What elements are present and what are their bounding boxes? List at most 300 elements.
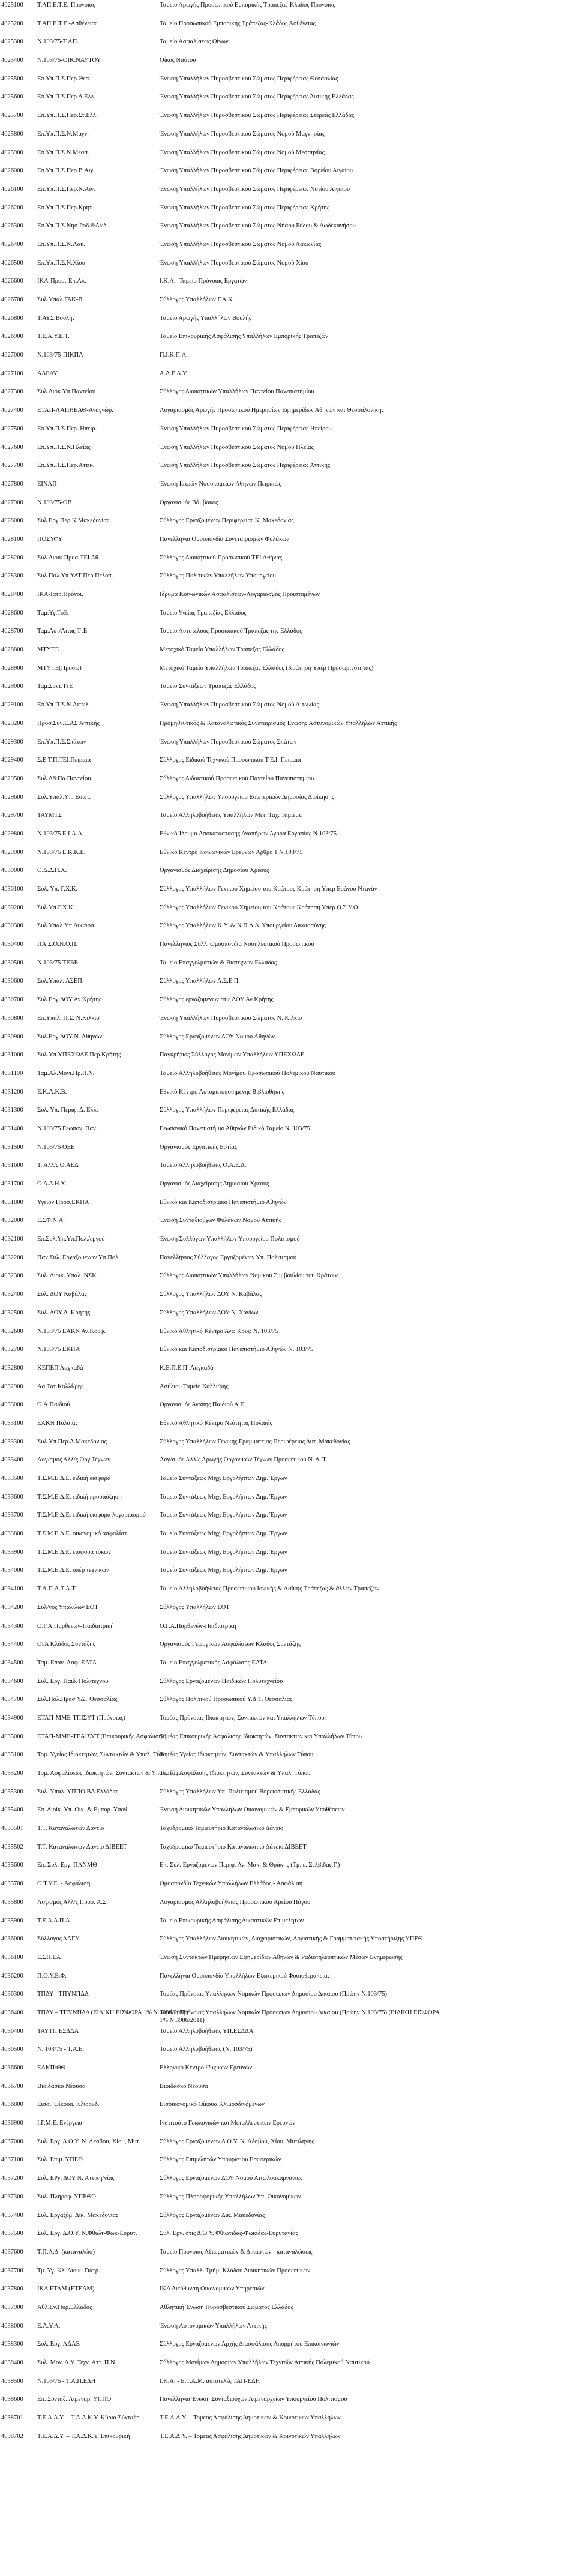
fund-row bbox=[0, 904, 576, 922]
fund-code: 4035600 bbox=[1, 1862, 23, 1869]
fund-row bbox=[0, 646, 576, 664]
fund-name: Ένωση Συλλόγων Υπαλλήλων Υπουργείου Πολιτισμού bbox=[160, 1236, 300, 1243]
fund-row bbox=[0, 1383, 576, 1401]
fund-code: 4029800 bbox=[1, 830, 23, 837]
fund-row bbox=[0, 572, 576, 591]
fund-row bbox=[0, 1585, 576, 1604]
fund-abbreviation: Συλ. Εργ. Δ.Ο.Υ. Ν. Λέσβου, Χίου, Μυτ. bbox=[37, 2138, 141, 2145]
fund-code: 4028400 bbox=[1, 591, 23, 598]
fund-name: Σύλλογος Επιμελητών Υπουργείου Εσωτερικών bbox=[160, 2156, 281, 2164]
fund-name: Ταμείο Συντάξεως Μηχ. Εργολήπτων Δημ. Έργων bbox=[160, 1548, 287, 1556]
fund-code: 4025500 bbox=[1, 75, 23, 82]
fund-code: 4026800 bbox=[1, 314, 23, 322]
fund-code: 4033500 bbox=[1, 1475, 23, 1482]
fund-abbreviation: Συλ.Πολ.Προσ.ΥΔΤ Θεσσαλίας bbox=[37, 1696, 118, 1703]
fund-code: 4026100 bbox=[1, 185, 23, 193]
fund-name: Τομέας Πρόνοιας Υπαλλήλων Νομικών Προσώπων Δημοσίου Δικαίου (Πρώην Ν.103/75) bbox=[160, 1991, 388, 1998]
fund-code: 4032700 bbox=[1, 1346, 23, 1353]
fund-name: Ένωση Υπαλλήλων Πυροσβεστικού Σώματος Περιφέρειας Βορείου Αιγαίου bbox=[160, 167, 353, 175]
fund-name: Ένωση Συντακτών Ημερησίων Εφημερίδων Αθηνών & Ραδιοτηλεοπτικών Μέσων Ενημέρωσης bbox=[160, 1954, 403, 1961]
fund-row bbox=[0, 1548, 576, 1567]
fund-name: Ένωση Διοικητικών Υπαλλήλων Οικονομικών & Εμπορικών Υποθέσεων bbox=[160, 1807, 345, 1814]
fund-code: 4031700 bbox=[1, 1181, 23, 1187]
fund-name: Σύλλογος Διοικητικών Υπαλλήλων Νομικού Συμβουλίου του Κράτους bbox=[160, 1272, 339, 1280]
fund-name: Προμηθευτικός & Καταναλωτικός Συνεταιρισμός Ένωσης Αστυνομικών Υπαλλήλων Αττικής bbox=[160, 720, 397, 727]
fund-name: Ένωση Υπαλλήλων Πυροσβεστικού Σώματος Περιφέρειας Στερεάς Ελλάδας bbox=[160, 112, 355, 119]
fund-name: Ταμείο Συντάξεως Μηχ. Εργολήπτων Δημ. Έργων bbox=[160, 1530, 287, 1538]
fund-row bbox=[0, 1125, 576, 1143]
fund-code: 4029000 bbox=[1, 683, 23, 690]
fund-code: 4038701 bbox=[1, 2415, 23, 2422]
fund-abbreviation: Επ.Υπ.Π.Σ.Ν.Ηλείας bbox=[37, 444, 91, 451]
fund-code: 4037300 bbox=[1, 2193, 23, 2200]
fund-row bbox=[0, 996, 576, 1014]
fund-name: Οργανισμός Διαχείρισης Δημοσίου Χρέους bbox=[160, 867, 269, 874]
fund-code: 4033300 bbox=[1, 1438, 23, 1445]
fund-code: 4036900 bbox=[1, 2120, 23, 2127]
fund-code: 4035400 bbox=[1, 1807, 23, 1814]
fund-code: 4032300 bbox=[1, 1272, 23, 1280]
fund-name: Ένωση Υπαλλήλων Πυροσβεστικού Σώματος Νομού Μαγνησίας bbox=[160, 130, 325, 137]
fund-row bbox=[0, 130, 576, 149]
fund-name: Μετοχικό Ταμείο Υπαλλήλων Τράπεζας Ελλάδος bbox=[160, 646, 284, 654]
fund-abbreviation: ΑΔΕΔΥ bbox=[37, 370, 58, 377]
fund-code: 4025900 bbox=[1, 149, 23, 156]
fund-row bbox=[0, 1714, 576, 1733]
fund-code: 4034400 bbox=[1, 1641, 23, 1648]
fund-name: Ταμείο Επικουρικής Ασφάλισης Δικαστικών Επιμελητών bbox=[160, 1917, 304, 1924]
fund-name: Σύλλογος Διοικητικών Υπαλλήλων Παντείου Πανεπιστημίου bbox=[160, 388, 314, 396]
fund-abbreviation: Ταμ. Επαγ. Ασφ. ΕΑΤΑ bbox=[37, 1659, 97, 1666]
fund-code: 4037500 bbox=[1, 2230, 23, 2237]
fund-code: 4034700 bbox=[1, 1696, 23, 1703]
fund-abbreviation: Συλ. Εργαζόμ. Δικ. Μακεδονίας bbox=[37, 2212, 119, 2219]
fund-abbreviation: Συλ. Εργ. Παιδ. Πολ/τεχνου bbox=[37, 1678, 109, 1685]
fund-abbreviation: ΙΚΑ ΕΤΑΜ (ΕΤΕΑΜ) bbox=[37, 2286, 95, 2293]
fund-name: Τομέας Πρόνοιας Υπαλλήλων Νομικών Προσώπων Δημοσίου Δικαίου (Πρώην Ν.103/75) (ΕΙΔΙΚΗ ΕΙΣΦΟΡΑ 1% Ν.3986/2011) bbox=[160, 2009, 440, 2024]
fund-abbreviation: Συλ.Εργ.ΔΟΥ Αν.Κρήτης bbox=[37, 996, 102, 1004]
fund-row bbox=[0, 1696, 576, 1714]
fund-name: Σύλλογος Διδακτικού Προσωπικού Παντείου Πανεπιστημίου bbox=[160, 775, 314, 782]
fund-code: 4028000 bbox=[1, 517, 23, 525]
fund-code: 4036800 bbox=[1, 2101, 23, 2108]
fund-code: 4029900 bbox=[1, 849, 23, 856]
fund-code: 4037200 bbox=[1, 2175, 23, 2182]
fund-abbreviation: Συλ. Εργ. ΑΔΑΕ bbox=[37, 2341, 80, 2348]
fund-abbreviation: Παν.Συλ. Εργαζομένων Υπ.Πολ. bbox=[37, 1254, 120, 1261]
fund-abbreviation: Ν.103/75-ΟΙΚ.ΝΑΥΤΟΥ bbox=[37, 57, 101, 64]
fund-abbreviation: Σύλ/γος Υπαλ/λων ΕΟΤ bbox=[37, 1604, 98, 1611]
fund-name: Ταμείο Προσωπικού Εμπορικής Τράπεζας-Κλάδος Ασθένειας bbox=[160, 20, 316, 27]
fund-code: 4027700 bbox=[1, 462, 23, 469]
fund-row bbox=[0, 1990, 576, 2009]
fund-name: Σύλλογος Υπαλλήλων Υπ. Πολιτισμού Βορειοδυτικής Ελλάδας bbox=[160, 1788, 320, 1795]
fund-name: Εθνικό και Καποδιστριακό Πανεπιστήμιο Αθηνών Ν. 103/75 bbox=[160, 1346, 314, 1353]
fund-row bbox=[0, 2322, 576, 2341]
fund-row bbox=[0, 1070, 576, 1088]
fund-abbreviation: Τ.Α.Π.Α.Τ.Α.Τ. bbox=[37, 1586, 77, 1593]
fund-name: Επ. Συλ. Εργαζομένων Περιφ. Αν. Μακ. & Θράκης (Τμ. ε. Σελβίδας Γ.) bbox=[160, 1862, 340, 1869]
fund-code: 4031000 bbox=[1, 1052, 23, 1059]
fund-abbreviation: Π.Ο.Υ.Ε.Φ. bbox=[37, 1972, 67, 1979]
fund-abbreviation: Επ.Υπ.Π.Σ.Περ.Στ.Ελλ. bbox=[37, 112, 98, 119]
fund-row bbox=[0, 1309, 576, 1328]
fund-code: 4032500 bbox=[1, 1309, 23, 1316]
fund-row bbox=[0, 1622, 576, 1641]
fund-name: Ταμείο Αλληλοβοήθειας ΥΠ.ΕΣΔΔΑ bbox=[160, 2027, 254, 2035]
fund-code: 4030100 bbox=[1, 886, 23, 892]
fund-name: Ταμείο Συντάξεως Μηχ. Εργολήπτων Δημ. Έργων bbox=[160, 1512, 287, 1519]
fund-name: Πανκρήτιος Σύλλογος Μονίμων Υπαλλήλων ΥΠΕΧΩΔΕ bbox=[160, 1052, 305, 1059]
fund-code: 4036200 bbox=[1, 1972, 23, 1979]
fund-row bbox=[0, 2304, 576, 2322]
fund-row bbox=[0, 2156, 576, 2174]
fund-name: Εισοικονομικό Οίκουα Κλιμοσδινόμενων bbox=[160, 2101, 265, 2108]
fund-row bbox=[0, 2230, 576, 2248]
fund-abbreviation: Ν.103/75 Ε.Κ.Κ.Ε. bbox=[37, 849, 86, 856]
fund-name: Ταμείο Αλληλοβοήθειας Υπαλλήλων Μετ. Ταχ. Ταμιευτ. bbox=[160, 812, 303, 819]
fund-code: 4025200 bbox=[1, 20, 23, 27]
fund-code: 4036000 bbox=[1, 1936, 23, 1943]
fund-name: Ταμείο Υγείας Τραπεζίας Ελλάδος bbox=[160, 609, 247, 616]
fund-code: 4030300 bbox=[1, 922, 23, 930]
fund-row bbox=[0, 940, 576, 959]
fund-row bbox=[0, 609, 576, 628]
fund-code: 4034500 bbox=[1, 1659, 23, 1666]
fund-abbreviation: Επ.Υπ.Π.Σ.Περ.Αττικ. bbox=[37, 462, 95, 469]
fund-row bbox=[0, 2285, 576, 2304]
fund-name: Τ.Ε.Α.Δ.Υ. – Τομέας Ασφάλισης Δημοτικών & Κοινοτικών Υπαλλήλων bbox=[160, 2415, 341, 2422]
fund-code: 4033600 bbox=[1, 1493, 23, 1500]
fund-row bbox=[0, 591, 576, 609]
fund-name: Σύλλογος Υπαλλήλων Γενικού Χημείου του Κράτους Κράτηση Υπέρ Ο.Σ.Υ.Ο. bbox=[160, 904, 360, 911]
fund-name: Ταμείο Συντάξεως Μηχ. Εργολήπτων Δημ. Έργων bbox=[160, 1475, 287, 1482]
fund-name: Μετοχικό Ταμείο Υπαλλήλων Τράπεζας Ελλάδος (Κράτηση Υπέρ Προσωρινότητας) bbox=[160, 664, 374, 672]
fund-row bbox=[0, 922, 576, 940]
fund-row bbox=[0, 370, 576, 388]
fund-abbreviation: Αθλ.Εν.Πυρ.Ελλάδος bbox=[37, 2304, 92, 2311]
fund-code: 4034600 bbox=[1, 1678, 23, 1685]
fund-code: 4029500 bbox=[1, 775, 23, 782]
fund-abbreviation: Επ. Συλ. Εργ. ΠΑΝΜΘ bbox=[37, 1862, 97, 1869]
fund-abbreviation: Τ.ΑΠ.Ε.Τ.Ε.-Ασθένειας bbox=[37, 20, 98, 27]
fund-abbreviation: Ο.Τ.Υ.Ε. - Ασφάλιση bbox=[37, 1880, 91, 1888]
fund-name: Σύλλογος Διοικητικού Προσωπικού ΤΕΙ Αθήνας bbox=[160, 554, 283, 561]
fund-name: Σύλλογος Υπαλλήλων Περιφέρειας Δυτικής Ελλάδας bbox=[160, 1107, 295, 1114]
fund-row bbox=[0, 1511, 576, 1530]
fund-code: 4028200 bbox=[1, 554, 23, 561]
fund-code: 4032000 bbox=[1, 1217, 23, 1224]
fund-abbreviation: Συλ.Υπαλ. ΑΣΕΠ bbox=[37, 978, 82, 985]
fund-name: ΙΚΑ Διεύθυνση Οικονομικών Υπηρεσιών bbox=[160, 2286, 265, 2293]
fund-name: Ταχυδρομικό Ταμιευτήριο Καταναλωτικό Δάνειο bbox=[160, 1825, 284, 1832]
fund-row bbox=[0, 2101, 576, 2119]
fund-row bbox=[0, 517, 576, 535]
fund-row bbox=[0, 277, 576, 296]
fund-abbreviation: ΤΠΔΥ – ΤΠΥΝΠΔΔ (ΕΙΔΙΚΗ ΕΙΣΦΟΡΑ 1% Ν.3986/2011) bbox=[37, 2009, 188, 2016]
fund-row bbox=[0, 1972, 576, 1991]
fund-code: 4037400 bbox=[1, 2212, 23, 2219]
fund-abbreviation: Ο.Γ.Α.Παρθενών-Παιδιατρική bbox=[37, 1622, 114, 1630]
fund-code: 4031800 bbox=[1, 1199, 23, 1206]
fund-abbreviation: Συλ. ΕΡγ. ΔΟΥ Ν. Αττική/νίας bbox=[37, 2175, 115, 2182]
fund-code: 4030400 bbox=[1, 941, 23, 948]
fund-abbreviation: Συλ. ΔΟΥ Δ. Κρήτης bbox=[37, 1309, 91, 1316]
fund-abbreviation: Συλ.Εργ.ΔΟΥ Ν. Αθηνών bbox=[37, 1033, 103, 1040]
fund-row bbox=[0, 259, 576, 278]
fund-name: Οργανισμός Αγάπης Παιδιού Α.Ε. bbox=[160, 1401, 246, 1409]
fund-name: Σύλλογος Εργαζομένων Δ.Ο.Υ. Ν. Λέσβου, Χίου, Μυτιλήνης bbox=[160, 2138, 314, 2145]
fund-row bbox=[0, 1143, 576, 1162]
fund-row bbox=[0, 1161, 576, 1180]
fund-row bbox=[0, 1493, 576, 1512]
fund-name: Εθνικό Αθλητικό Κέντρο Άνω Κουφ Ν. 103/75 bbox=[160, 1328, 278, 1335]
fund-code: 4028700 bbox=[1, 628, 23, 635]
fund-name: Σύλλογος Εργαζομένων ΔΟΥ Νομού Αθηνών bbox=[160, 1033, 275, 1040]
fund-abbreviation: Ν.103/75 ΕΚΠΑ bbox=[37, 1346, 80, 1353]
fund-row bbox=[0, 2009, 576, 2027]
fund-row bbox=[0, 2045, 576, 2064]
fund-abbreviation: ΕΑΚΠ/ΘΘ bbox=[37, 2065, 66, 2071]
fund-row bbox=[0, 2395, 576, 2414]
fund-row bbox=[0, 388, 576, 406]
fund-abbreviation: Συλ. Επιμ. ΥΠΕΘ bbox=[37, 2156, 83, 2164]
fund-name: Σύλλογος Εργαζομένων Αρχής Διασφάλισης Απορρήτου Επικοινωνιών bbox=[160, 2341, 340, 2348]
fund-abbreviation: ΜΤΥΤΕ bbox=[37, 646, 59, 654]
fund-row bbox=[0, 112, 576, 130]
fund-code: 4029200 bbox=[1, 720, 23, 727]
fund-name: Λογαριασμός Αλληλοβοήθειας Προσωπικού Αρείου Πάγου bbox=[160, 1898, 311, 1906]
fund-row bbox=[0, 2433, 576, 2451]
fund-abbreviation: Ταμ.Αλ.Μονι.Πρ.Π.Ν. bbox=[37, 1070, 95, 1077]
fund-row bbox=[0, 959, 576, 978]
fund-row bbox=[0, 2248, 576, 2267]
fund-row bbox=[0, 1254, 576, 1272]
fund-abbreviation: Τ.Ε.Α.Δ.Υ. – Τ.Α.Δ.Κ.Υ. Επικουρική bbox=[37, 2433, 130, 2440]
fund-name: Τομέας Υγείας Ιδιοκτητών, Συντακτών & Υπαλλήλων Τύπου bbox=[160, 1751, 314, 1759]
fund-row bbox=[0, 1217, 576, 1235]
fund-code: 4035000 bbox=[1, 1733, 23, 1740]
fund-name: Ένωση Υπαλλήλων Πυροσβεστικού Σώματος Περιφέρειας Νοτίου Αιγαίου bbox=[160, 185, 350, 193]
fund-row bbox=[0, 480, 576, 499]
fund-name: Ένωση Αστυνομικών Υπαλλήλων Αττικής bbox=[160, 2322, 267, 2329]
fund-abbreviation: Επ.Υπ.Π.Σ.Περ.Β.Αιγ. bbox=[37, 167, 95, 175]
fund-code: 4029300 bbox=[1, 738, 23, 745]
fund-abbreviation: Τ.Τ. Καταναλωτών Δάνειο bbox=[37, 1825, 104, 1832]
fund-name: Ταμείο Ασφαλίσεως Οίνων bbox=[160, 38, 229, 46]
fund-name: Ένωση Υπαλλήλων Πυροσβεστικού Σώματος Νομού Μεσσηνίας bbox=[160, 149, 325, 156]
fund-code: 4032900 bbox=[1, 1383, 23, 1390]
fund-code: 4029700 bbox=[1, 812, 23, 819]
fund-row bbox=[0, 1401, 576, 1419]
fund-name: Σύλλογος Πολιτικού Προσωπικού Υ.Δ.Τ. Θεσσαλίας bbox=[160, 1696, 293, 1703]
fund-name: Εθνικό και Καποδιστριακό Πανεπιστήμιο Αθηνών bbox=[160, 1199, 287, 1206]
fund-code: 4037100 bbox=[1, 2156, 23, 2164]
fund-row bbox=[0, 775, 576, 793]
fund-code: 4035800 bbox=[1, 1898, 23, 1906]
fund-name: Σύλλογος Υπαλλήλων ΔΟΥ Ν. Χανίων bbox=[160, 1309, 259, 1316]
fund-abbreviation: Ταμ.Συντ.ΤτΕ bbox=[37, 683, 73, 690]
fund-row bbox=[0, 1825, 576, 1843]
fund-code: 4036300 bbox=[1, 1991, 23, 1998]
fund-abbreviation: Ο.Α.Παιδιού bbox=[37, 1401, 70, 1409]
fund-row bbox=[0, 1751, 576, 1769]
fund-name: Τομέας Πρόνοιας Ιδιοκτητών, Συντακτών και Υπαλλήλων Τύπου. bbox=[160, 1714, 326, 1721]
fund-abbreviation: Τ.ΑΥΣ.Βουλής bbox=[37, 314, 75, 322]
fund-row bbox=[0, 406, 576, 425]
fund-row bbox=[0, 204, 576, 223]
fund-name: Σύλλογος Εργαζομένων Περιφέρειας Κ. Μακεδονίας bbox=[160, 517, 294, 525]
fund-name: Σύλλογος Υπαλλήλων Γ.Α.Κ. bbox=[160, 296, 235, 303]
fund-abbreviation: Επ.Υπ.Π.Σ.Περ.Θεσ. bbox=[37, 75, 91, 82]
fund-row bbox=[0, 1640, 576, 1659]
fund-name: Πανελλήνιος Σύλλογος Εργαζομένων Υπ. Πολιτισμού bbox=[160, 1254, 297, 1261]
fund-code: 4037700 bbox=[1, 2267, 23, 2274]
fund-name: Ένωση Υπαλλήλων Πυροσβεστικού Σώματος Νομού Αιτωλίας bbox=[160, 702, 319, 709]
fund-code: 4034000 bbox=[1, 1567, 23, 1574]
fund-name: Ταμείο Αρωγής Υπαλλήλων Βουλής bbox=[160, 314, 252, 322]
fund-abbreviation: Συλ.Εργ.Περ.Κ.Μακεδονίας bbox=[37, 517, 109, 525]
fund-code: 4025600 bbox=[1, 94, 23, 101]
fund-abbreviation: Τ.Ε.Α.Δ.Π.Α. bbox=[37, 1917, 72, 1924]
fund-row bbox=[0, 738, 576, 757]
fund-name: Οργανισμός Βάμβακος bbox=[160, 499, 218, 506]
fund-row bbox=[0, 1419, 576, 1438]
fund-name: Ταμείο Συντάξεων Τράπεζας Ελλάδος bbox=[160, 683, 256, 690]
fund-abbreviation: Συλ. Εργ. Δ.Ο.Υ. Ν.Φθιώτ-Φωκ-Ευρυτ. bbox=[37, 2230, 137, 2237]
fund-code: 4032200 bbox=[1, 1254, 23, 1261]
fund-list bbox=[0, 1, 576, 2451]
fund-code: 4031400 bbox=[1, 1125, 23, 1132]
fund-row bbox=[0, 93, 576, 112]
fund-row bbox=[0, 296, 576, 314]
fund-row bbox=[0, 1272, 576, 1290]
fund-code: 4026600 bbox=[1, 278, 23, 285]
fund-name: Α.Δ.Ε.Δ.Υ. bbox=[160, 370, 188, 377]
fund-name: Ένωση Υπαλλήλων Πυροσβεστικού Σώματος Νομού Χίου bbox=[160, 259, 308, 266]
fund-row bbox=[0, 149, 576, 167]
fund-abbreviation: Ν.103/75 Γεωπον. Παν. bbox=[37, 1125, 98, 1132]
fund-row bbox=[0, 1106, 576, 1125]
fund-row bbox=[0, 2119, 576, 2138]
fund-code: 4038400 bbox=[1, 2359, 23, 2366]
fund-name: Ένωση Υπαλλήλων Πυροσβεστικού Σώματος Νομού Ηλείας bbox=[160, 444, 314, 451]
fund-name: Κ.Ε.Π.Ε.Π. Λαγκαδά bbox=[160, 1364, 214, 1371]
fund-row bbox=[0, 756, 576, 775]
fund-row bbox=[0, 56, 576, 75]
fund-code: 4025800 bbox=[1, 130, 23, 137]
fund-name: Λογ/σμός Αλλ/ς Αρωγής Οργανικών Τέχνων Προσωπικού Ν. Δ. Τ. bbox=[160, 1457, 328, 1464]
fund-row bbox=[0, 2064, 576, 2083]
fund-code: 4025100 bbox=[1, 2, 23, 8]
fund-code: 4026000 bbox=[1, 167, 23, 175]
fund-code: 4035700 bbox=[1, 1880, 23, 1888]
fund-row bbox=[0, 462, 576, 480]
fund-name: Ένωση Υπαλλήλων Πυροσβεστικού Σώματος Περιφέρειας Ηπείρου bbox=[160, 425, 332, 432]
fund-name: Ι.Κ.Α. - Ε.Τ.Α.Μ. αυτοτελές ΤΑΠ-ΕΔΗ bbox=[160, 2377, 260, 2385]
fund-abbreviation: Επ.Υπ.Π.Σ.Περ.Δ.Ελλ. bbox=[37, 94, 96, 101]
fund-row bbox=[0, 2212, 576, 2230]
fund-row bbox=[0, 1769, 576, 1788]
fund-abbreviation: Ν.103/75-ΠΙΚΠΑ bbox=[37, 352, 83, 359]
fund-code: 4028300 bbox=[1, 573, 23, 580]
fund-name: Βιοιδάσκο Νέουσα bbox=[160, 2083, 208, 2090]
fund-code: 4033000 bbox=[1, 1401, 23, 1409]
fund-abbreviation: ΕΙΝΑΠ bbox=[37, 480, 57, 487]
fund-row bbox=[0, 333, 576, 351]
fund-name: Πανελλήνια Ένωση Συνταξιούχων Λιμεναρχείων Υπουργείου Πολιτισμού bbox=[160, 2396, 347, 2403]
fund-row bbox=[0, 20, 576, 38]
fund-code: 4026500 bbox=[1, 259, 23, 266]
fund-row bbox=[0, 167, 576, 185]
fund-code: 4028100 bbox=[1, 535, 23, 543]
fund-abbreviation: Επ.Υπ.Π.Σ.Ν.Λακ. bbox=[37, 241, 86, 248]
fund-name: Σύλλογος Υπαλλήλων Διοικητικών, Διαχειριστικών, Λογιστικής & Γραμματειακής Υποστήριξης ΥΠΕΘ bbox=[160, 1936, 423, 1943]
fund-abbreviation: Εισοι. Οίκουα. Κλιοουδ. bbox=[37, 2101, 100, 2108]
fund-abbreviation: ΟΓΑ Κλάδος Συντάξης bbox=[37, 1641, 95, 1648]
fund-code: 4033900 bbox=[1, 1548, 23, 1556]
fund-name: Ταμείο Αλληλοβοήθειας Προσωπικού Ιονικής & Λαϊκής Τράπεζας & άλλων Τραπεζών bbox=[160, 1586, 379, 1593]
fund-name: Σύλλογος Υπαλλήλων Γενικού Χημείου του Κράτους Κράτηση Υπέρ Εράνου Ντανάν bbox=[160, 886, 377, 892]
fund-abbreviation: Τ.Ε.Α.Δ.Υ. – Τ.Α.Δ.Κ.Υ. Κύρια Σύνταξη bbox=[37, 2415, 140, 2422]
fund-code: 4031100 bbox=[1, 1070, 23, 1077]
fund-row bbox=[0, 977, 576, 996]
fund-code: 4027100 bbox=[1, 370, 23, 377]
fund-code: 4027300 bbox=[1, 388, 23, 396]
fund-row bbox=[0, 849, 576, 867]
fund-row bbox=[0, 185, 576, 204]
fund-abbreviation: Ε.Κ.Α.Κ.Β. bbox=[37, 1088, 67, 1095]
fund-code: 4027600 bbox=[1, 444, 23, 451]
fund-name: Ένωση Υπαλλήλων Πυροσβεστικού Σώματος Ν. Κιλκισ bbox=[160, 1014, 302, 1022]
fund-code: 4036400 bbox=[1, 2009, 23, 2016]
fund-code: 4038000 bbox=[1, 2322, 23, 2329]
fund-name: Πανελλήνιος Συλλ. Ομοσπονδία Νοσηλευτικού Προσωπικού bbox=[160, 941, 314, 948]
fund-abbreviation: Ν.103/75-ΟΒ bbox=[37, 499, 72, 506]
fund-abbreviation: Επ.Υπαλ. Π.Σ. Ν.Κιλκισ bbox=[37, 1014, 100, 1022]
fund-name: Σύλλογος Μονίμων Δημοσίων Υπαλλήλων Τεχνιτών Αττικής Πολεμικού Ναυτικού bbox=[160, 2359, 370, 2366]
fund-code: 4035502 bbox=[1, 1843, 23, 1850]
fund-name: Ένωση Υπαλλήλων Πυροσβεστικού Σώματος Περιφέρειας Θεσσαλίας bbox=[160, 75, 338, 82]
fund-code: 4029600 bbox=[1, 793, 23, 801]
fund-row bbox=[0, 2193, 576, 2212]
fund-code: 4032600 bbox=[1, 1328, 23, 1335]
fund-abbreviation: Λογ/σμός Αλλ/ς Προσ. Α.Σ. bbox=[37, 1898, 108, 1906]
fund-code: 4038600 bbox=[1, 2396, 23, 2403]
fund-abbreviation: Συλ. Υπαλ. ΥΠΠΟ ΒΔ Ελλάδας bbox=[37, 1788, 119, 1795]
fund-row bbox=[0, 2174, 576, 2193]
fund-name: Εθνικό Αθλητικό Κέντρο Νεότητας Πυλαιάς bbox=[160, 1419, 272, 1427]
fund-abbreviation: Ν.103/75-Τ.ΑΠ. bbox=[37, 38, 79, 46]
fund-abbreviation: ΤΠΔΥ - ΤΠΥΝΠΔΔ bbox=[37, 1991, 89, 1998]
fund-row bbox=[0, 535, 576, 554]
fund-abbreviation: Ε.ΣΦ.Ν.Α. bbox=[37, 1217, 65, 1224]
fund-name: Ταχυδρομικό Ταμιευτήριο Καταναλωτικό Δάνειο ΔΙΒΕΕΤ bbox=[160, 1843, 307, 1850]
fund-code: 4037600 bbox=[1, 2248, 23, 2256]
fund-code: 4025400 bbox=[1, 57, 23, 64]
fund-code: 4033400 bbox=[1, 1457, 23, 1464]
fund-row bbox=[0, 1788, 576, 1807]
fund-row bbox=[0, 664, 576, 683]
fund-code: 4030800 bbox=[1, 1014, 23, 1022]
fund-abbreviation: Επ.Υπ.Π.Σ.Σπάτων bbox=[37, 738, 86, 745]
fund-abbreviation: Επ. Διοίκ. Υπ. Οικ. & Εμπορ. Υποθ bbox=[37, 1807, 127, 1814]
fund-row bbox=[0, 499, 576, 517]
fund-name: Σύλλογος Εργαζομένων Παιδικών Πολυτεχνείου bbox=[160, 1678, 283, 1685]
fund-code: 4033800 bbox=[1, 1530, 23, 1538]
fund-name: Ομοσπονδία Τεχνικών Υπαλλήλων Ελλάδος - Ασφάλιση bbox=[160, 1880, 303, 1888]
fund-name: Ένωση Υπαλλήλων Πυροσβεστικού Σώματος Νομού Λακωνίας bbox=[160, 241, 322, 248]
